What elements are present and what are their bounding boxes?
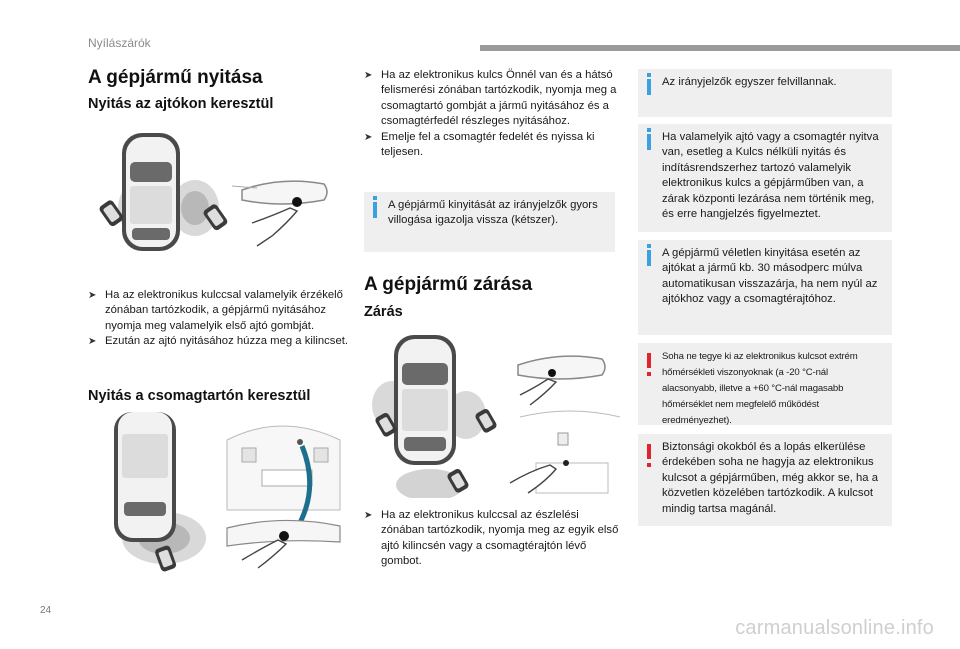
trunk-handle-hand (227, 520, 340, 568)
lock-bullet-list (364, 508, 620, 570)
list-item: ➤ Emelje fel a csomagtér fedelét és nyissa ki teljesen. (364, 130, 595, 159)
tailgate-drawing (227, 426, 340, 510)
tailgate-hand (510, 411, 620, 493)
info-icon (373, 202, 377, 218)
trunk-button-icon (297, 439, 303, 445)
door-handle-hand (518, 356, 605, 405)
doors-bullet-list (88, 288, 350, 350)
list-item: ➤ Ha az elektronikus kulccsal valamelyik érzékelő zónában tartózkodik, a gépjármű nyitásához nyomja meg valamelyik első ajtó gombját. (88, 289, 343, 332)
list-item: ➤ Ezután az ajtó nyitásához húzza meg a kilincset. (88, 334, 350, 349)
info-icon (647, 134, 651, 150)
info-note-lock-failure: Ha valamelyik ajtó vagy a csomagtér nyitva van, esetleg a Kulcs nélküli nyitás és indításrendszerhez tartozó valamelyik elektronikus kulcs a gépjárműben van, a zárak központi lezárása nem történik meg, és erre hangjelzés figyelmeztet. (638, 124, 892, 232)
lock-button-icon (548, 369, 556, 377)
door-button-icon (292, 197, 302, 207)
section-header-bar (480, 45, 960, 51)
bullet-arrow-icon: ➤ (88, 290, 97, 301)
bullet-arrow-icon: ➤ (364, 131, 373, 143)
bullet-arrow-icon: ➤ (364, 70, 373, 81)
warning-icon (647, 353, 651, 368)
list-item: ➤ Ha az elektronikus kulccsal az észlelési zónában tartózkodik, nyomja meg az egyik első ajtó kilincsén vagy a csomagtérajtón lévő gombot. (364, 509, 619, 568)
warning-note-temperature: Soha ne tegye ki az elektronikus kulcsot extrém hőmérsékleti viszonyoknak (a -20 °C-nál alacsonyabb, illetve a +60 °C-nál magasabb hőmérséklet nem megfelelő működést eredményezhet). (638, 343, 892, 425)
heading-doors: Nyitás az ajtókon keresztül (88, 96, 274, 112)
bullet-arrow-icon: ➤ (364, 510, 373, 521)
illustration-trunk-unlock (92, 410, 342, 575)
footer-watermark: carmanualsonline.info (735, 617, 934, 639)
heading-trunk: Nyitás a csomagtartón keresztül (88, 388, 311, 404)
heading-lock: Zárás (364, 304, 403, 320)
lock-title: A gépjármű zárása (364, 274, 533, 295)
illustration-lock (370, 333, 620, 498)
section-header-title: Nyílászárók (88, 36, 151, 50)
car-top-view (122, 133, 180, 251)
detection-zone-left-inner (181, 191, 209, 225)
info-note-unlock: A gépjármű kinyitását az irányjelzők gyors villogása igazolja vissza (kétszer). (364, 192, 615, 252)
info-icon (647, 79, 651, 95)
info-note-flash: Az irányjelzők egyszer felvillannak. (638, 69, 892, 117)
bullet-arrow-icon: ➤ (88, 336, 97, 348)
info-icon (647, 250, 651, 266)
car-top-view-rear (114, 412, 176, 542)
warning-note-key-safety: Biztonsági okokból és a lopás elkerülése érdekében soha ne hagyja az elektronikus kulcsot a gépjárműben, még akkor se, ha a közvetlen közelében tartózkodik. A kulcsot mindig tartsa magánál. (638, 434, 892, 526)
illustration-door-unlock (92, 128, 342, 260)
page-number: 24 (40, 605, 52, 616)
trunk-bullet-list (364, 68, 620, 160)
list-item: ➤ Ha az elektronikus kulcs Önnél van és a hátsó felismerési zónában tartózkodik, nyomja meg a csomagtartó gombját a jármű nyitásához és a csomagtérfedél részleges nyitásához. (364, 69, 617, 128)
car-top-view (394, 335, 456, 465)
info-note-auto-relock: A gépjármű véletlen kinyitása esetén az ajtókat a jármű kb. 30 másodperc múlva automatikusan visszazárja, ha nem nyúl az ajtókhoz vagy a csomagtérajtóhoz. (638, 240, 892, 335)
door-handle-hand (232, 181, 327, 246)
warning-icon (647, 444, 651, 459)
page-title: A gépjármű nyitása (88, 67, 263, 88)
